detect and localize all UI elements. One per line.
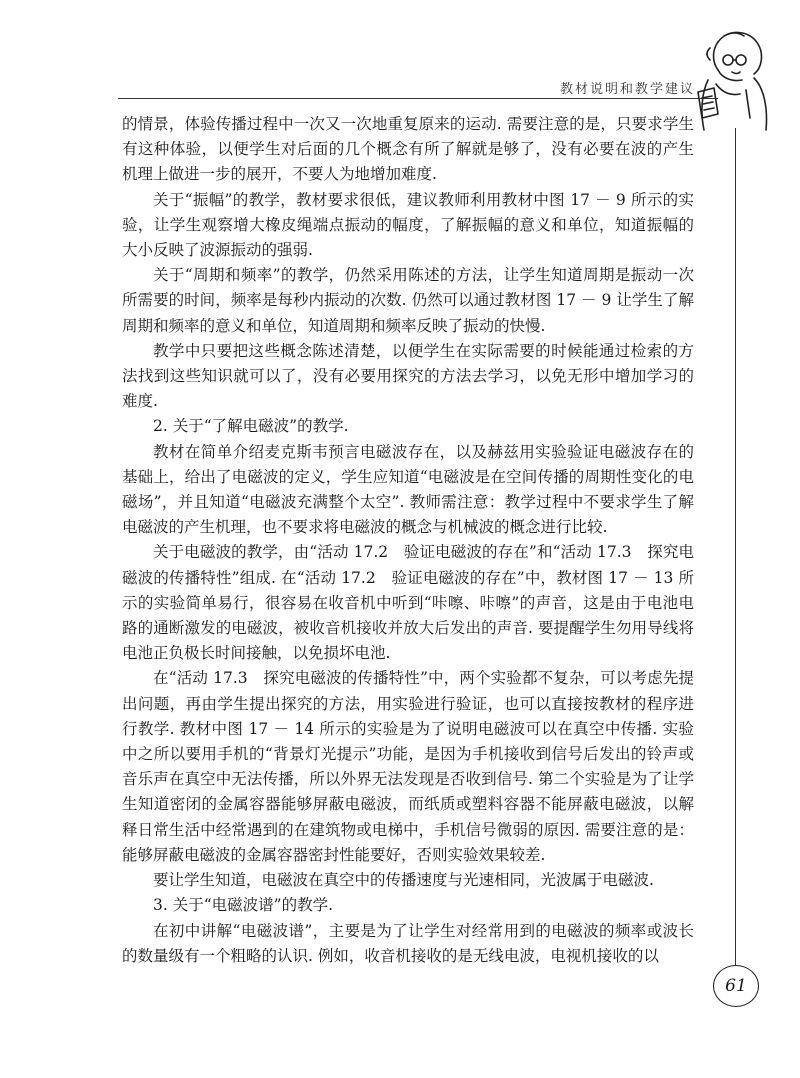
reading-figure-illustration bbox=[688, 22, 783, 132]
section-heading: 3. 关于“电磁波谱”的教学. bbox=[153, 896, 333, 915]
right-margin-rule bbox=[735, 128, 736, 973]
paragraph: 教学中只要把这些概念陈述清楚，以便学生在实际需要的时候能通过检索的方法找到这些知识就可以了，没有必要用探究的方法去学习，以免无形中增加学习的难度. bbox=[122, 341, 694, 411]
paragraph: 教材在简单介绍麦克斯韦预言电磁波存在，以及赫兹用实验验证电磁波存在的基础上，给出了电磁波的定义，学生应知道“电磁波是在空间传播的周期性变化的电磁场”，并且知道“电磁波充满整个太空”. 教师需注意：教学过程中不要求学生了解电磁波的产生机理，也不要求将电磁波的概念与机械波的概念进行比较. bbox=[122, 442, 694, 537]
page-number: 61 bbox=[713, 965, 759, 1007]
paragraph: 关于电磁波的教学，由“活动 17.2 验证电磁波的存在”和“活动 17.3 探究电磁波的传播特性”组成. 在“活动 17.2 验证电磁波的存在”中，教材图 17 － 13 所示的实验简单易行，很容易在收音机中听到“咔嚓、咔嚓”的声音，这是由于电池电路的通断激发的电磁波，被收音机接收并放大后发出的声音. 要提醒学生勿用导线将电池正负极长时间接触，以免损坏电池. bbox=[122, 543, 694, 663]
paragraph: 要让学生知道，电磁波在真空中的传播速度与光速相同，光波属于电磁波. bbox=[153, 871, 654, 890]
paragraph: 的情景，体验传播过程中一次又一次地重复原来的运动. 需要注意的是，只要求学生有这种体验，以便学生对后面的几个概念有所了解就是够了，没有必要在波的产生机理上做进一步的展开，不要人为地增加难度. bbox=[122, 115, 694, 184]
section-heading: 2. 关于“了解电磁波”的教学. bbox=[153, 417, 349, 436]
header-rule bbox=[118, 98, 718, 99]
header-title: 教材说明和教学建议 bbox=[560, 82, 696, 97]
paragraph: 关于“周期和频率”的教学，仍然采用陈述的方法，让学生知道周期是振动一次所需要的时间，频率是每秒内振动的次数. 仍然可以通过教材图 17 － 9 让学生了解周期和频率的意义和单位，知道周期和频率反映了振动的快慢. bbox=[122, 266, 694, 335]
body-text bbox=[122, 112, 694, 969]
paragraph: 关于“振幅”的教学，教材要求很低，建议教师利用教材中图 17 － 9 所示的实验，让学生观察增大橡皮绳端点振动的幅度，了解振幅的意义和单位，知道振幅的大小反映了波源振动的强弱. bbox=[122, 190, 694, 260]
paragraph: 在初中讲解“电磁波谱”，主要是为了让学生对经常用到的电磁波的频率或波长的数量级有一个粗略的认识. 例如，收音机接收的是无线电波，电视机接收的以 bbox=[122, 921, 694, 965]
paragraph: 在“活动 17.3 探究电磁波的传播特性”中，两个实验都不复杂，可以考虑先提出问题，再由学生提出探究的方法，用实验进行验证，也可以直接按教材的程序进行教学. 教材中图 17 － 14 所示的实验是为了说明电磁波可以在真空中传播. 实验中之所以要用手机的“背景灯光提示”功能，是因为手机接收到信号后发出的铃声或音乐声在真空中无法传播，所以外界无法发现是否收到信号. 第二个实验是为了让学生知道密闭的金属容器能够屏蔽电磁波，而纸质或塑料容器不能屏蔽电磁波，以解释日常生活中经常遇到的在建筑物或电梯中，手机信号微弱的原因. 需要注意的是：能够屏蔽电磁波的金属容器密封性能要好，否则实验效果较差. bbox=[122, 669, 694, 864]
